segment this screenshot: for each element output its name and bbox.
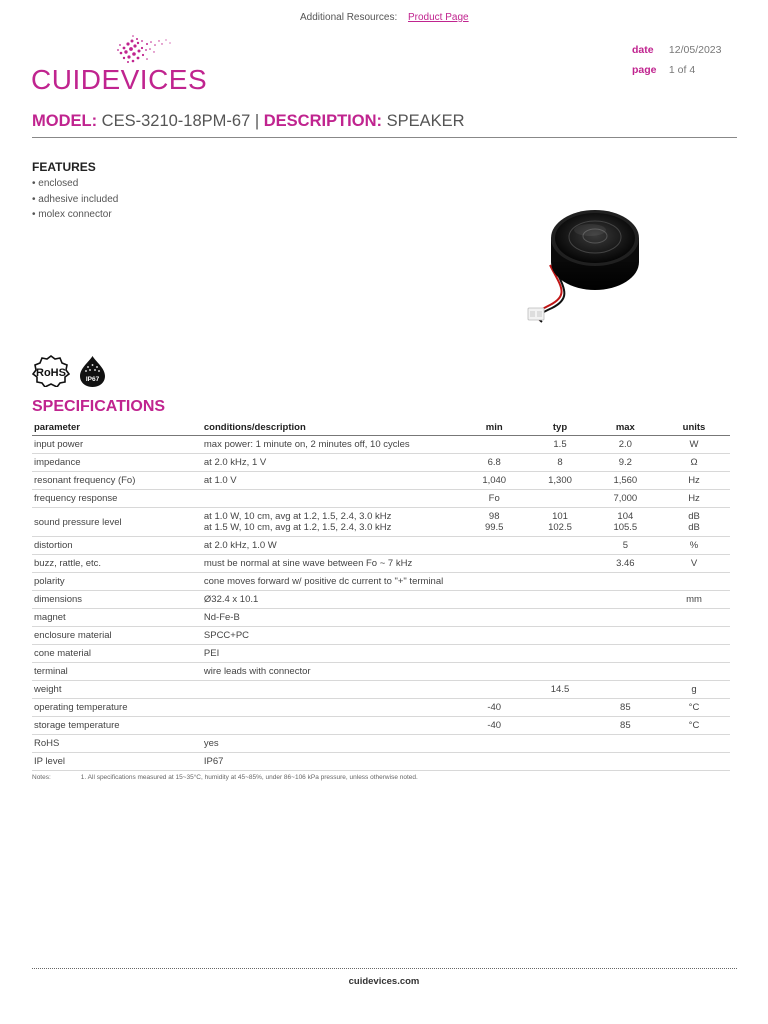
table-cell: yes	[202, 735, 461, 753]
table-row	[32, 436, 730, 454]
table-cell	[593, 591, 658, 609]
date-label: date	[632, 44, 654, 56]
table-row	[32, 717, 730, 735]
table-cell-line: 102.5	[548, 522, 572, 533]
table-cell: 7,000	[593, 490, 658, 508]
table-row	[32, 609, 730, 627]
specifications-title: SPECIFICATIONS	[32, 398, 166, 415]
table-cell	[593, 735, 658, 753]
table-cell: RoHS	[32, 735, 202, 753]
table-cell	[461, 591, 527, 609]
table-cell	[527, 735, 592, 753]
table-cell: at 2.0 kHz, 1 V	[202, 454, 461, 472]
table-cell	[202, 508, 461, 537]
table-cell	[461, 573, 527, 591]
table-cell	[593, 573, 658, 591]
table-cell	[461, 645, 527, 663]
features-title: FEATURES	[32, 160, 96, 174]
table-cell: V	[658, 555, 730, 573]
logo-wordmark: CUIDEVICES	[31, 64, 208, 95]
table-cell	[593, 753, 658, 771]
table-cell	[593, 627, 658, 645]
specifications-table	[32, 419, 730, 771]
table-cell: magnet	[32, 609, 202, 627]
table-row	[32, 454, 730, 472]
rohs-mark-icon	[32, 355, 70, 387]
column-header: conditions/description	[202, 419, 461, 436]
rohs-mark-text: RoHS	[36, 367, 66, 379]
table-cell: at 1.0 V	[202, 472, 461, 490]
table-cell: 1,560	[593, 472, 658, 490]
table-cell: %	[658, 537, 730, 555]
table-cell: -40	[461, 699, 527, 717]
table-cell: 14.5	[527, 681, 592, 699]
column-header: parameter	[32, 419, 202, 436]
table-cell: cone material	[32, 645, 202, 663]
table-cell	[658, 645, 730, 663]
table-cell: 85	[593, 717, 658, 735]
table-cell: at 2.0 kHz, 1.0 W	[202, 537, 461, 555]
model-label: MODEL:	[32, 112, 98, 130]
table-cell-line: 101	[552, 511, 568, 522]
table-cell: 1.5	[527, 436, 592, 454]
table-cell: 5	[593, 537, 658, 555]
model-separator: |	[254, 112, 260, 130]
model-value: CES-3210-18PM-67	[101, 112, 251, 130]
ip67-mark-icon	[79, 355, 106, 388]
feature-item: • enclosed	[32, 178, 79, 189]
table-cell: dimensions	[32, 591, 202, 609]
table-cell: mm	[658, 591, 730, 609]
table-cell	[593, 681, 658, 699]
table-cell: wire leads with connector	[202, 663, 461, 681]
table-cell-line: dB	[688, 522, 700, 533]
table-cell	[461, 609, 527, 627]
table-cell: terminal	[32, 663, 202, 681]
table-cell	[527, 555, 592, 573]
table-cell: distortion	[32, 537, 202, 555]
table-header-row	[32, 419, 730, 436]
table-cell: resonant frequency (Fo)	[32, 472, 202, 490]
feature-item: • adhesive included	[32, 193, 119, 205]
table-cell: g	[658, 681, 730, 699]
table-row	[32, 735, 730, 753]
table-cell: Hz	[658, 472, 730, 490]
table-cell	[593, 645, 658, 663]
table-cell: input power	[32, 436, 202, 454]
table-cell	[527, 663, 592, 681]
table-cell	[527, 609, 592, 627]
table-cell: must be normal at sine wave between Fo ~ 7 kHz	[202, 555, 461, 573]
table-row	[32, 490, 730, 508]
table-cell: buzz, rattle, etc.	[32, 555, 202, 573]
table-cell	[461, 555, 527, 573]
table-cell: 8	[527, 454, 592, 472]
table-cell: PEI	[202, 645, 461, 663]
notes	[32, 774, 418, 781]
table-row	[32, 591, 730, 609]
table-cell: 6.8	[461, 454, 527, 472]
page-number	[632, 64, 695, 76]
table-row	[32, 699, 730, 717]
table-cell: storage temperature	[32, 717, 202, 735]
additional-resources-label: Additional Resources:	[300, 12, 398, 23]
table-cell: Nd-Fe-B	[202, 609, 461, 627]
table-cell: W	[658, 436, 730, 454]
table-cell-line: 104	[617, 511, 634, 522]
table-cell	[593, 609, 658, 627]
table-cell	[527, 699, 592, 717]
table-cell	[461, 537, 527, 555]
document-date	[632, 44, 721, 56]
table-cell-line: 105.5	[613, 522, 638, 533]
feature-item: • molex connector	[32, 209, 112, 220]
table-cell: sound pressure level	[32, 508, 202, 537]
table-row	[32, 472, 730, 490]
table-row	[32, 573, 730, 591]
table-cell	[658, 735, 730, 753]
table-cell: max power: 1 minute on, 2 minutes off, 10 cycles	[202, 436, 461, 454]
table-row	[32, 537, 730, 555]
column-header: units	[658, 419, 730, 436]
table-cell: enclosure material	[32, 627, 202, 645]
column-header: typ	[527, 419, 592, 436]
table-cell: 3.46	[593, 555, 658, 573]
table-cell: cone moves forward w/ positive dc current to "+" terminal	[202, 573, 461, 591]
ip67-mark-text: IP67	[85, 376, 100, 383]
footer-divider	[32, 968, 737, 969]
table-cell	[202, 490, 461, 508]
page-label: page	[632, 64, 657, 76]
description-label: DESCRIPTION:	[263, 112, 382, 130]
table-cell	[527, 508, 592, 537]
table-cell	[461, 753, 527, 771]
table-cell	[527, 717, 592, 735]
table-cell	[658, 663, 730, 681]
column-header: min	[461, 419, 527, 436]
table-cell-line: at 1.5 W, 10 cm, avg at 1.2, 1.5, 2.4, 3.0 kHz	[203, 522, 392, 533]
table-cell	[461, 735, 527, 753]
table-cell	[527, 591, 592, 609]
table-cell: 85	[593, 699, 658, 717]
table-row	[32, 508, 730, 537]
table-cell	[461, 663, 527, 681]
table-cell: 1,040	[461, 472, 527, 490]
table-cell: frequency response	[32, 490, 202, 508]
column-header: max	[593, 419, 658, 436]
table-cell	[527, 753, 592, 771]
table-cell-line: dB	[688, 511, 700, 522]
table-cell	[593, 663, 658, 681]
table-cell	[658, 627, 730, 645]
table-cell	[527, 573, 592, 591]
feature-list	[32, 178, 118, 225]
model-heading	[32, 112, 465, 131]
table-cell	[658, 609, 730, 627]
notes-text: 1. All specifications measured at 15~35°C, humidity at 45~85%, under 86~106 kPa pressure, unless otherwise noted.	[80, 774, 418, 781]
table-cell: IP level	[32, 753, 202, 771]
table-cell: impedance	[32, 454, 202, 472]
table-row	[32, 753, 730, 771]
table-cell: Fo	[461, 490, 527, 508]
specifications-table-body	[32, 436, 730, 771]
table-cell	[202, 717, 461, 735]
table-cell: °C	[658, 699, 730, 717]
table-cell: Ø32.4 x 10.1	[202, 591, 461, 609]
notes-label: Notes:	[32, 774, 51, 781]
table-cell: -40	[461, 717, 527, 735]
table-cell	[461, 627, 527, 645]
footer-site: cuidevices.com	[348, 976, 420, 987]
table-cell	[658, 508, 730, 537]
table-row	[32, 645, 730, 663]
table-cell	[527, 627, 592, 645]
table-row	[32, 627, 730, 645]
table-cell: polarity	[32, 573, 202, 591]
header-divider	[32, 137, 737, 138]
table-cell: °C	[658, 717, 730, 735]
table-cell: Ω	[658, 454, 730, 472]
table-cell: 9.2	[593, 454, 658, 472]
table-cell: weight	[32, 681, 202, 699]
table-cell: operating temperature	[32, 699, 202, 717]
table-row	[32, 555, 730, 573]
product-page-link[interactable]: Product Page	[408, 12, 469, 23]
table-cell	[202, 699, 461, 717]
description-value: SPEAKER	[386, 112, 465, 130]
table-cell: 1,300	[527, 472, 592, 490]
table-row	[32, 681, 730, 699]
table-cell	[658, 573, 730, 591]
table-cell: IP67	[202, 753, 461, 771]
table-cell	[658, 753, 730, 771]
table-cell	[593, 508, 658, 537]
page-value: 1 of 4	[668, 64, 696, 76]
table-cell	[461, 436, 527, 454]
table-cell: Hz	[658, 490, 730, 508]
table-cell	[202, 681, 461, 699]
table-cell-line: at 1.0 W, 10 cm, avg at 1.2, 1.5, 2.4, 3.0 kHz	[203, 511, 392, 522]
table-cell-line: 98	[488, 511, 500, 522]
table-cell	[527, 490, 592, 508]
table-cell: SPCC+PC	[202, 627, 461, 645]
table-cell	[461, 681, 527, 699]
table-cell	[527, 537, 592, 555]
speaker-product-image	[510, 170, 650, 350]
table-cell	[527, 645, 592, 663]
table-cell: 2.0	[593, 436, 658, 454]
table-cell	[461, 508, 527, 537]
table-cell-line: 99.5	[484, 522, 504, 533]
date-value: 12/05/2023	[668, 44, 722, 56]
table-row	[32, 663, 730, 681]
